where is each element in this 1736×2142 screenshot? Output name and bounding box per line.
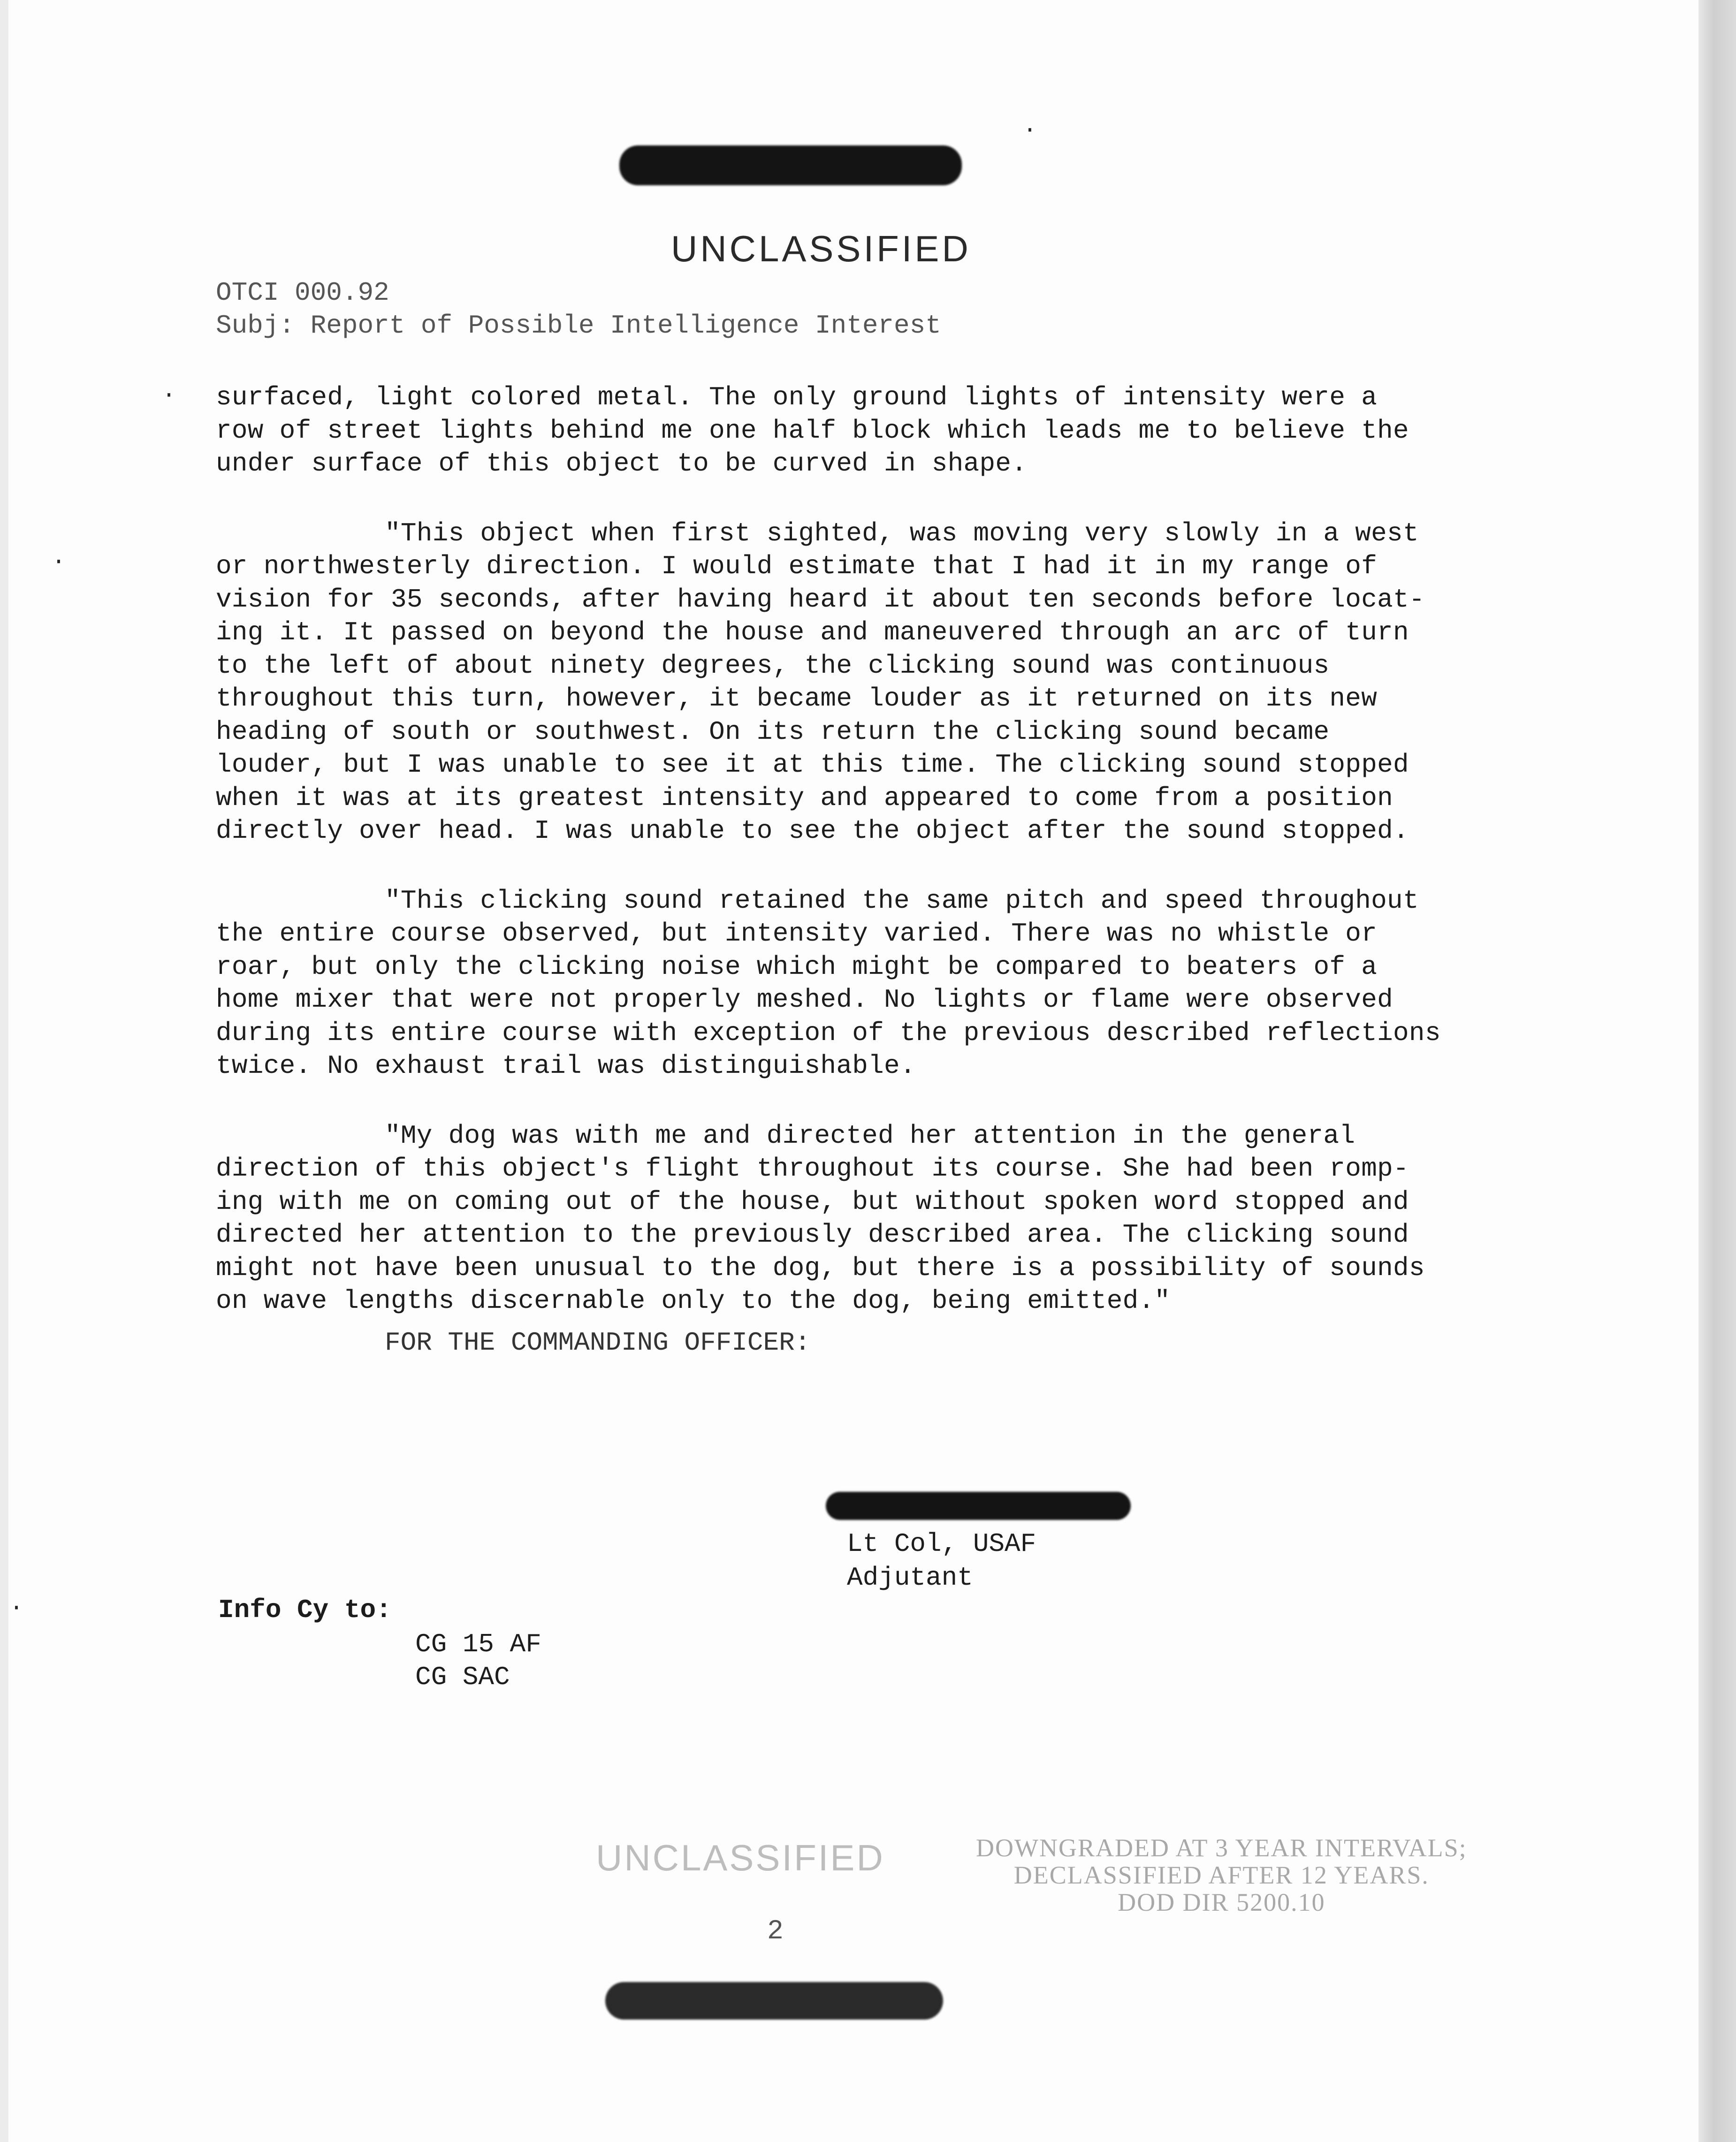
recipient-2: CG SAC <box>415 1662 510 1692</box>
redaction-bar-top <box>619 145 962 185</box>
downgrade-stamp <box>976 1834 1467 1916</box>
recipient-1: CG 15 AF <box>415 1629 541 1659</box>
scan-edge-left <box>0 0 8 2142</box>
distribution-label: Info Cy to: <box>218 1595 392 1625</box>
scan-speck: · <box>1023 117 1037 144</box>
downgrade-line-3: DOD DIR 5200.10 <box>1118 1888 1325 1916</box>
signer-title: Adjutant <box>847 1563 973 1593</box>
scan-speck: · <box>162 382 176 409</box>
document-body <box>216 381 1492 1354</box>
scan-speck: · <box>9 1595 24 1622</box>
scan-edge-right <box>1698 0 1736 2142</box>
downgrade-line-1: DOWNGRADED AT 3 YEAR INTERVALS; <box>976 1834 1467 1862</box>
classification-footer: UNCLASSIFIED <box>596 1837 885 1878</box>
signature-block <box>847 1527 1036 1595</box>
paragraph-2: "This object when first sighted, was moving very slowly in a west or northwesterly direction. I would estimate that I had it in my range of vision for 35 seconds, after having heard it about ten seconds before locat- ing it. It passed on beyond the house and maneuvered through an arc of turn to the left of about ninety degrees, the clicking sound was continuous throughout this turn, however, it became louder as it returned on its new heading of south or southwest. On its return the clicking sound became louder, but I was unable to see it at this time. The clicking sound stopped when it was at its greatest intensity and appeared to come from a position directly over head. I was unable to see the object after the sound stopped. <box>216 518 1425 846</box>
downgrade-line-2: DECLASSIFIED AFTER 12 YEARS. <box>1013 1861 1429 1889</box>
page-number: 2 <box>767 1916 784 1947</box>
scan-speck: · <box>52 549 66 576</box>
redaction-bar-bottom <box>605 1982 943 2020</box>
subject-line: Subj: Report of Possible Intelligence Interest <box>216 311 941 341</box>
paragraph-4: "My dog was with me and directed her attention in the general direction of this object's flight throughout its course. She had been romp- ing with me on coming out of the house, but without spoken word stopped and directed her attention to the previously described area. The clicking sound might not have been unusual to the dog, but there is a possibility of sounds on wave lengths discernable only to the dog, being emitted." <box>216 1120 1425 1316</box>
paragraph-3: "This clicking sound retained the same pitch and speed throughout the entire course observed, but intensity varied. There was no whistle or roar, but only the clicking noise which might be compared to beaters of a home mixer that were not properly meshed. No lights or flame were observed during its entire course with exception of the previous described reflections twice. No exhaust trail was distinguishable. <box>216 885 1441 1081</box>
file-reference: OTCI 000.92 <box>216 278 389 308</box>
classification-header: UNCLASSIFIED <box>671 228 971 269</box>
redaction-signature <box>826 1492 1131 1520</box>
paragraph-1: surfaced, light colored metal. The only ground lights of intensity were a row of street lights behind me one half block which leads me to believe the under surface of this object to be curved in shape. <box>216 382 1409 479</box>
distribution-list <box>415 1628 541 1694</box>
signer-rank: Lt Col, USAF <box>847 1529 1036 1559</box>
for-commanding-officer: FOR THE COMMANDING OFFICER: <box>385 1328 811 1358</box>
